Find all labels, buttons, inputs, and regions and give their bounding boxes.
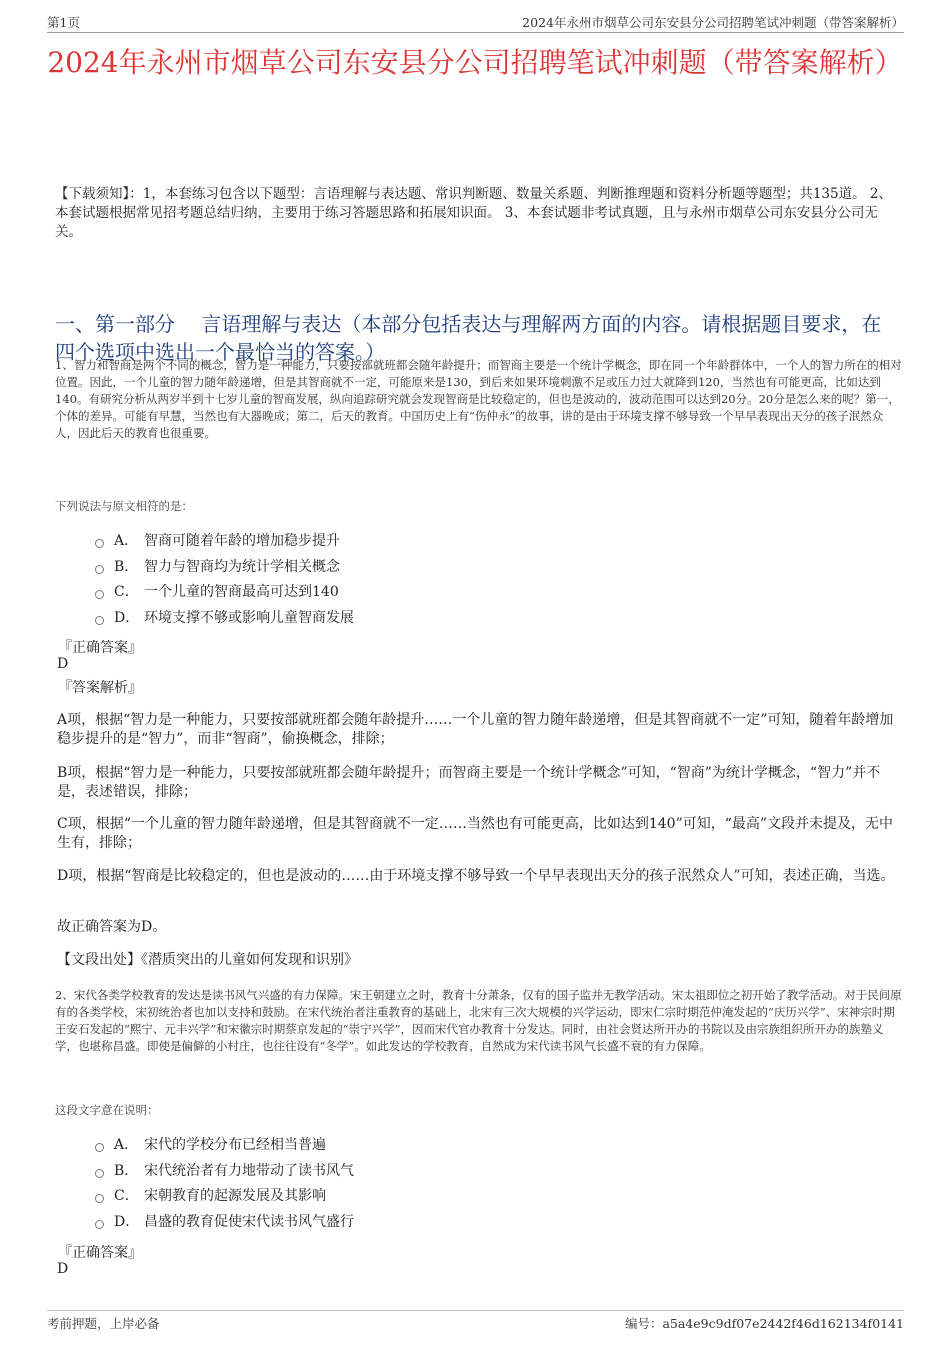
document-title: 2024年永州市烟草公司东安县分公司招聘笔试冲刺题（带答案解析） (47, 46, 903, 79)
radio-icon[interactable] (95, 539, 104, 548)
option-key: A． (114, 1137, 139, 1153)
header-doc-title: 2024年永州市烟草公司东安县分公司招聘笔试冲刺题（带答案解析） (522, 15, 904, 30)
option-key: C． (114, 1188, 139, 1204)
option-key: B． (114, 1162, 139, 1179)
radio-icon[interactable] (95, 1220, 104, 1229)
option-text: 智商可随着年龄的增加稳步提升 (144, 533, 340, 549)
question-2-text: 2、宋代各类学校教育的发达是读书风气兴盛的有力保障。宋王朝建立之时，教育十分萧条，仅有的国子监并无教学活动。宋太祖即位之初开始了教学活动。对于民间原有的各类学校，宋初统治者也加以支持和鼓励。在宋代统治者注重教育的基础上，北宋有三次大规模的兴学运动，即宋仁宗时期范仲淹发起的“庆历兴学”、宋神宗时期王安石发起的“熙宁、元丰兴学”和宋徽宗时期蔡京发起的“崇宁兴学”，因而宋代官办教育十分发达。同时，由社会贤达所开办的书院以及由宗族组织所开办的族塾义学，也堪称昌盛。即使是偏僻的小村庄，也往往设有“冬学”。如此发达的学校教育，自然成为宋代读书风气长盛不衰的有力保障。 (55, 988, 902, 1053)
option-key: C． (114, 584, 139, 600)
option-text: 宋代的学校分布已经相当普遍 (144, 1137, 326, 1153)
section-heading: 一、第一部分 言语理解与表达（本部分包括表达与理解两方面的内容。请根据题目要求，在四个选项中选出一个最恰当的答案。） (55, 312, 882, 364)
option-text: 环境支撑不够或影响儿童智商发展 (144, 609, 354, 626)
question-1-answer-label: 『正确答案』 (58, 640, 142, 656)
question-1-answer: D (57, 656, 69, 672)
footer-slogan: 考前押题，上岸必备 (47, 1316, 160, 1331)
footer-doc-id: 编号：a5a4e9c9df07e2442f46d162134f0141 (624, 1316, 904, 1331)
analysis-conclusion: 故正确答案为D。 (57, 919, 167, 935)
question-1-source: 【文段出处】《潜质突出的儿童如何发现和识别》 (57, 952, 358, 968)
option-text: 宋代统治者有力地带动了读书风气 (144, 1162, 354, 1179)
question-1-options (95, 529, 354, 631)
question-2-option-a[interactable] (95, 1133, 354, 1159)
radio-icon[interactable] (95, 565, 104, 574)
question-2-option-c[interactable] (95, 1184, 354, 1210)
radio-icon[interactable] (95, 1194, 104, 1203)
page-number: 第1页 (47, 15, 80, 30)
option-key: B． (114, 558, 139, 575)
option-key: A． (114, 533, 139, 549)
analysis-b: B项，根据“智力是一种能力，只要按部就班都会随年龄提升；而智商主要是一个统计学概念”可知，“智商”为统计学概念，“智力”并不是，表述错误，排除； (57, 765, 881, 800)
question-2-prompt: 这段文字意在说明： (55, 1103, 159, 1117)
question-1-option-c[interactable] (95, 580, 354, 606)
question-1-text: 1、智力和智商是两个不同的概念，智力是一种能力，只要按部就班都会随年龄提升；而智商主要是一个统计学概念，即在同一个年龄群体中，一个人的智力所在的相对位置。因此，一个儿童的智力随年龄递增，但是其智商就不一定，可能原来是130，到后来如果环境刺激不足或压力过大就降到120，当然也有可能更高，比如达到140。有研究分析从两岁半到十七岁儿童的智商发展，纵向追踪研究就会发现智商是比较稳定的，但也是波动的，波动范围可以达到20分。20分是怎么来的呢？第一，个体的差异。可能有早慧，当然也有大器晚成；第二，后天的教育。中国历史上有“伤仲永”的故事，讲的是由于环境支撑不够导致一个早早表现出天分的孩子泯然众人，因此后天的教育也很重要。 (55, 358, 902, 440)
analysis-d: D项，根据“智商是比较稳定的，但也是波动的……由于环境支撑不够导致一个早早表现出天分的孩子泯然众人”可知，表述正确，当选。 (57, 868, 895, 884)
question-2-options (95, 1133, 354, 1235)
question-1-analysis-label: 『答案解析』 (58, 680, 142, 696)
question-2-answer-label: 『正确答案』 (58, 1245, 142, 1261)
question-2-option-d[interactable] (95, 1210, 354, 1236)
question-1-option-d[interactable] (95, 606, 354, 632)
radio-icon[interactable] (95, 1169, 104, 1178)
radio-icon[interactable] (95, 1143, 104, 1152)
option-key: D． (114, 1213, 140, 1230)
radio-icon[interactable] (95, 590, 104, 599)
radio-icon[interactable] (95, 616, 104, 625)
analysis-a: A项，根据“智力是一种能力，只要按部就班都会随年龄提升……一个儿童的智力随年龄递增，但是其智商就不一定”可知，随着年龄增加稳步提升的是“智力”，而非“智商”，偷换概念，排除； (57, 712, 894, 747)
analysis-c: C项，根据“一个儿童的智力随年龄递增，但是其智商就不一定……当然也有可能更高，比如达到140”可知，“最高”文段并未提及，无中生有，排除； (57, 816, 894, 851)
question-1-option-a[interactable] (95, 529, 354, 555)
question-2-answer: D (57, 1261, 69, 1277)
option-text: 宋朝教育的起源发展及其影响 (144, 1188, 326, 1204)
option-key: D． (114, 609, 140, 626)
option-text: 昌盛的教育促使宋代读书风气盛行 (144, 1213, 354, 1230)
question-1-prompt: 下列说法与原文相符的是： (55, 499, 193, 513)
download-notice: 【下载须知】：1，本套练习包含以下题型：言语理解与表达题、常识判断题、数量关系题、判断推理题和资料分析题等题型；共135道。 2、本套试题根据常见招考题总结归纳，主要用于练习答题思路和拓展知识面。 3、本套试题非考试真题，且与永州市烟草公司东安县分公司无关。 (55, 186, 892, 240)
option-text: 一个儿童的智商最高可达到140 (144, 584, 339, 600)
question-2-option-b[interactable] (95, 1159, 354, 1185)
page-header (47, 10, 904, 33)
question-1-option-b[interactable] (95, 555, 354, 581)
option-text: 智力与智商均为统计学相关概念 (144, 558, 340, 575)
footer-divider (47, 1310, 904, 1311)
